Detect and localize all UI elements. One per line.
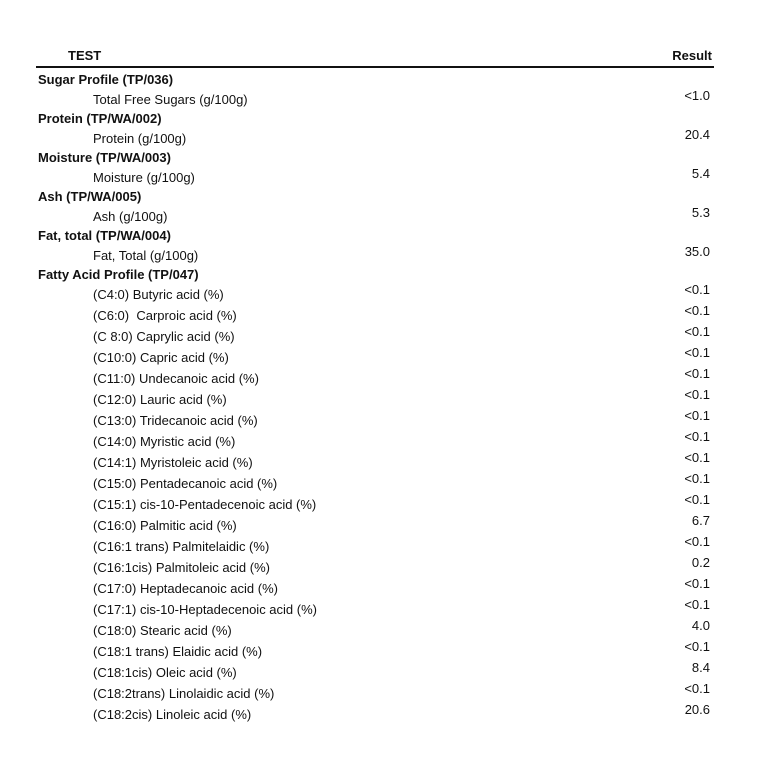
result-column-header: Result — [672, 48, 712, 63]
row-label: (C4:0) Butyric acid (%) — [93, 287, 224, 302]
table-row — [36, 430, 714, 451]
table-row — [36, 166, 714, 188]
table-row — [36, 205, 714, 227]
row-value: <0.1 — [684, 303, 710, 318]
row-label: (C 8:0) Caprylic acid (%) — [93, 329, 235, 344]
table-row — [36, 244, 714, 266]
row-value: 6.7 — [691, 513, 710, 528]
table-header — [36, 48, 714, 68]
section-title: Sugar Profile (TP/036) — [38, 72, 174, 87]
test-section — [36, 266, 714, 724]
row-label: Total Free Sugars (g/100g) — [93, 92, 248, 107]
table-row — [36, 514, 714, 535]
table-row — [36, 619, 714, 640]
table-row — [36, 682, 714, 703]
test-section — [36, 227, 714, 266]
table-row — [36, 88, 714, 110]
row-value: <0.1 — [684, 345, 710, 360]
row-label: (C15:0) Pentadecanoic acid (%) — [93, 476, 278, 491]
section-title: Fatty Acid Profile (TP/047) — [38, 267, 199, 282]
row-label: (C14:1) Myristoleic acid (%) — [93, 455, 253, 470]
row-value: 20.4 — [684, 127, 710, 142]
row-label: (C18:2trans) Linolaidic acid (%) — [93, 686, 275, 701]
row-label: (C15:1) cis-10-Pentadecenoic acid (%) — [93, 497, 317, 512]
test-section — [36, 71, 714, 110]
row-value: <0.1 — [684, 387, 710, 402]
test-column-header: TEST — [68, 48, 102, 63]
table-row — [36, 703, 714, 724]
row-value: 4.0 — [691, 618, 710, 633]
row-value: <0.1 — [684, 681, 710, 696]
row-label: (C18:1cis) Oleic acid (%) — [93, 665, 237, 680]
row-label: (C10:0) Capric acid (%) — [93, 350, 229, 365]
row-label: (C6:0) Carproic acid (%) — [93, 308, 237, 323]
row-value: <0.1 — [684, 492, 710, 507]
test-results-table — [36, 48, 714, 724]
row-value: <0.1 — [684, 639, 710, 654]
row-label: (C14:0) Myristic acid (%) — [93, 434, 236, 449]
row-label: Ash (g/100g) — [93, 209, 168, 224]
row-label: (C17:0) Heptadecanoic acid (%) — [93, 581, 278, 596]
row-value: <0.1 — [684, 324, 710, 339]
table-row — [36, 283, 714, 304]
row-value: <0.1 — [684, 282, 710, 297]
table-row — [36, 451, 714, 472]
test-section — [36, 188, 714, 227]
row-label: (C11:0) Undecanoic acid (%) — [93, 371, 259, 386]
row-value: <0.1 — [684, 366, 710, 381]
table-row — [36, 640, 714, 661]
row-value: 5.3 — [691, 205, 710, 220]
table-row — [36, 472, 714, 493]
section-title: Ash (TP/WA/005) — [38, 189, 142, 204]
row-value: <0.1 — [684, 408, 710, 423]
row-label: Fat, Total (g/100g) — [93, 248, 199, 263]
test-section — [36, 149, 714, 188]
row-label: Protein (g/100g) — [93, 131, 187, 146]
row-value: 35.0 — [684, 244, 710, 259]
row-label: (C17:1) cis-10-Heptadecenoic acid (%) — [93, 602, 317, 617]
row-label: (C16:0) Palmitic acid (%) — [93, 518, 237, 533]
row-value: 8.4 — [691, 660, 710, 675]
row-value: <0.1 — [684, 450, 710, 465]
row-label: Moisture (g/100g) — [93, 170, 195, 185]
table-row — [36, 493, 714, 514]
row-value: 20.6 — [684, 702, 710, 717]
row-label: (C16:1 trans) Palmitelaidic (%) — [93, 539, 270, 554]
table-row — [36, 535, 714, 556]
row-value: <0.1 — [684, 429, 710, 444]
table-row — [36, 367, 714, 388]
table-row — [36, 346, 714, 367]
row-label: (C18:0) Stearic acid (%) — [93, 623, 232, 638]
row-value: <0.1 — [684, 471, 710, 486]
row-label: (C18:2cis) Linoleic acid (%) — [93, 707, 252, 722]
table-row — [36, 661, 714, 682]
table-row — [36, 127, 714, 149]
table-row — [36, 577, 714, 598]
row-label: (C18:1 trans) Elaidic acid (%) — [93, 644, 263, 659]
row-label: (C12:0) Lauric acid (%) — [93, 392, 227, 407]
table-row — [36, 388, 714, 409]
row-value: <0.1 — [684, 576, 710, 591]
row-value: <1.0 — [684, 88, 710, 103]
table-row — [36, 409, 714, 430]
table-row — [36, 304, 714, 325]
row-value: <0.1 — [684, 534, 710, 549]
row-label: (C13:0) Tridecanoic acid (%) — [93, 413, 258, 428]
section-title: Moisture (TP/WA/003) — [38, 150, 171, 165]
row-value: <0.1 — [684, 597, 710, 612]
table-row — [36, 598, 714, 619]
test-section — [36, 110, 714, 149]
row-value: 0.2 — [691, 555, 710, 570]
row-value: 5.4 — [691, 166, 710, 181]
sections-container — [36, 71, 714, 724]
section-title: Fat, total (TP/WA/004) — [38, 228, 171, 243]
table-row — [36, 556, 714, 577]
section-title: Protein (TP/WA/002) — [38, 111, 162, 126]
table-row — [36, 325, 714, 346]
row-label: (C16:1cis) Palmitoleic acid (%) — [93, 560, 270, 575]
